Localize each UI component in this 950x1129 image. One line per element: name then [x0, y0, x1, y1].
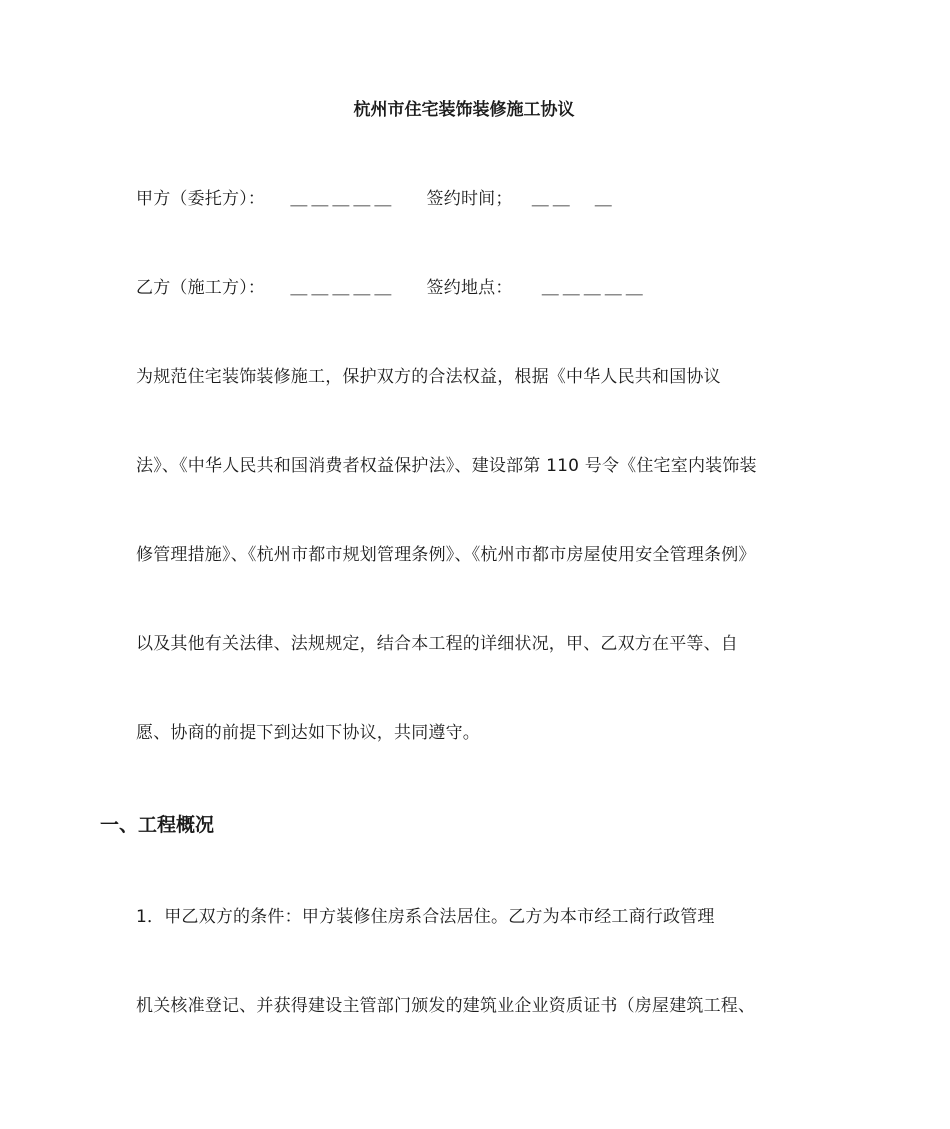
sign-place-blank: ＿＿＿＿＿ [541, 278, 647, 298]
party-a-label: 甲方（委托方）： [136, 189, 266, 209]
preamble-line: 愿、协商的前提下到达如下协议，共同遵守。 [136, 723, 480, 743]
party-a-blank: ＿＿＿＿＿ [290, 189, 396, 209]
party-b-label: 乙方（施工方）： [136, 278, 266, 298]
preamble-line: 为规范住宅装饰装修施工，保护双方的合法权益，根据《中华人民共和国协议 [136, 367, 721, 387]
document-title: 杭州市住宅装饰装修施工协议 [353, 100, 575, 120]
section-heading: 一、工程概况 [100, 814, 215, 836]
preamble-line: 以及其他有关法律、法规规定，结合本工程的详细状况，甲、乙双方在平等、自 [136, 634, 738, 654]
preamble-line: 法》、《中华人民共和国消费者权益保护法》、建设部第 110 号令《住宅室内装饰装 [136, 456, 757, 476]
sign-place-label: 签约地点： [426, 278, 513, 298]
section-paragraph-line: 机关核准登记、并获得建设主管部门颁发的建筑业企业资质证书（房屋建筑工程、 [136, 996, 756, 1016]
sign-time-label: 签约时间； [426, 189, 513, 209]
party-b-row [136, 277, 647, 299]
section-paragraph-line: 1．甲乙双方的条件：甲方装修住房系合法居住。乙方为本市经工商行政管理 [136, 907, 715, 927]
sign-time-blank: ＿＿ ＿ [531, 189, 616, 209]
preamble-line: 修管理措施》、《杭州市都市规划管理条例》、《杭州市都市房屋使用安全管理条例》 [136, 545, 756, 565]
party-b-blank: ＿＿＿＿＿ [290, 278, 396, 298]
party-a-row [136, 188, 616, 210]
